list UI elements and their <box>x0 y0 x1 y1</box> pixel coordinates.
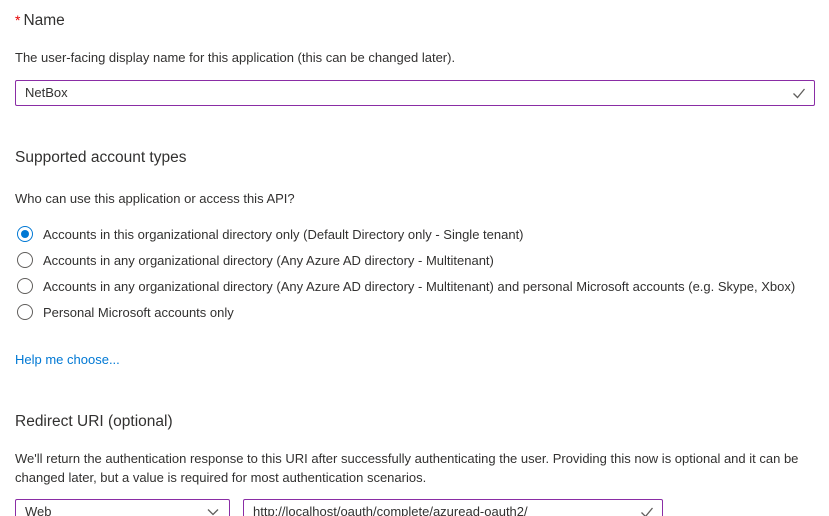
redirect-uri-input-wrap <box>243 499 663 516</box>
platform-select[interactable] <box>15 499 230 516</box>
radio-button-icon[interactable] <box>17 278 33 294</box>
radio-option-personal-only[interactable] <box>15 299 815 325</box>
radio-button-icon[interactable] <box>17 252 33 268</box>
radio-dot <box>21 282 29 290</box>
radio-button-icon[interactable] <box>17 226 33 242</box>
redirect-uri-title: Redirect URI (optional) <box>15 413 173 431</box>
radio-button-icon[interactable] <box>17 304 33 320</box>
platform-select-value: Web <box>25 504 52 516</box>
chevron-down-icon <box>206 505 220 516</box>
redirect-uri-input[interactable] <box>243 499 663 516</box>
radio-option-single-tenant[interactable] <box>15 221 815 247</box>
supported-account-types-section <box>15 149 815 370</box>
name-section <box>15 12 815 106</box>
name-section-title <box>15 12 815 31</box>
redirect-uri-description: We'll return the authentication response to this URI after successfully authenticating the user. Providing this now is optional and it can be changed later, but a value is required for most authentication scenarios. <box>15 450 799 485</box>
name-description: The user-facing display name for this application (this can be changed later). <box>15 49 456 65</box>
redirect-uri-row <box>15 499 815 516</box>
radio-option-multitenant-personal[interactable] <box>15 273 815 299</box>
account-types-title: Supported account types <box>15 148 187 166</box>
radio-option-label[interactable]: Accounts in any organizational directory (Any Azure AD directory - Multitenant) and personal Microsoft accounts (e.g. Skype, Xbox) <box>43 278 796 294</box>
radio-option-multitenant[interactable] <box>15 247 815 273</box>
radio-option-label[interactable]: Personal Microsoft accounts only <box>43 304 234 320</box>
radio-dot <box>21 230 29 238</box>
radio-option-label[interactable]: Accounts in this organizational directory only (Default Directory only - Single tenant) <box>43 226 524 242</box>
name-input[interactable] <box>15 80 815 106</box>
radio-dot <box>21 256 29 264</box>
required-asterisk: * <box>15 12 21 28</box>
name-title-text: Name <box>23 12 65 29</box>
name-input-wrap <box>15 80 815 106</box>
radio-dot <box>21 308 29 316</box>
help-me-choose-link[interactable]: Help me choose... <box>15 352 120 368</box>
account-types-question: Who can use this application or access this API? <box>15 191 295 207</box>
redirect-uri-section <box>15 413 815 516</box>
radio-option-label[interactable]: Accounts in any organizational directory (Any Azure AD directory - Multitenant) <box>43 252 494 268</box>
account-types-radio-group <box>15 221 815 325</box>
